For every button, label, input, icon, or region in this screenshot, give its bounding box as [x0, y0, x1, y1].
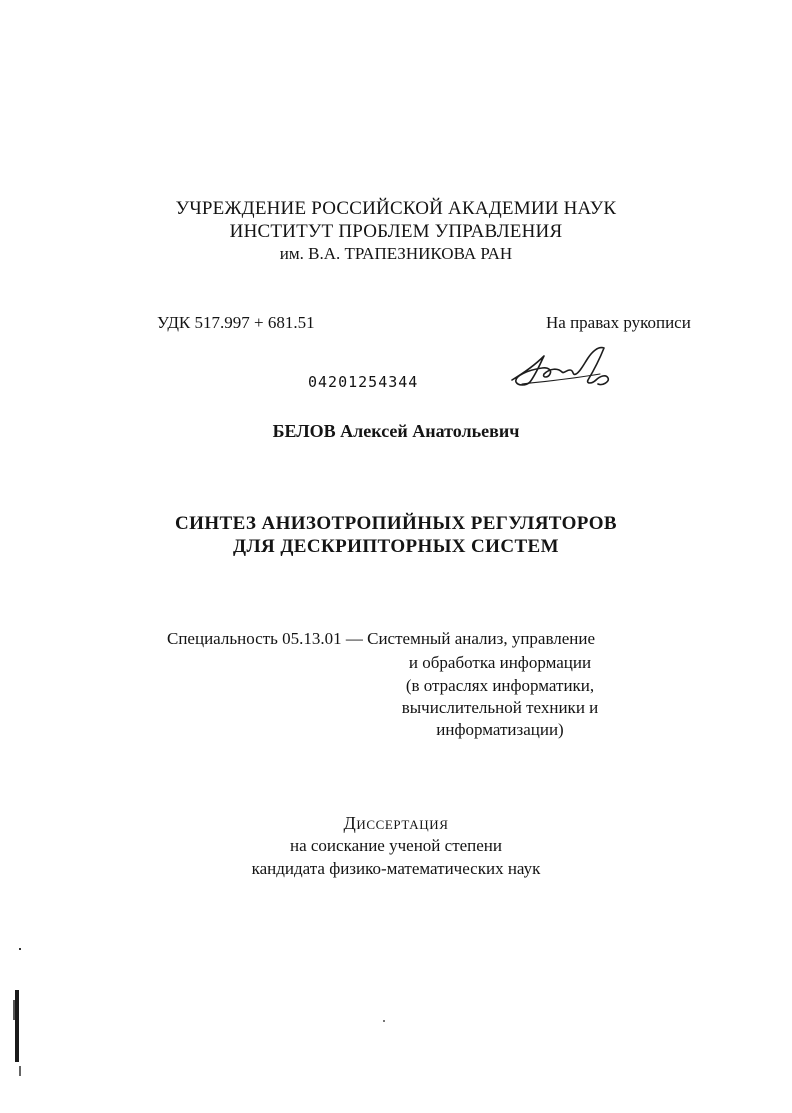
- scan-dot: [383, 1020, 385, 1022]
- scan-dot: [19, 948, 21, 950]
- specialty-line-3: (в отраслях информатики,: [405, 676, 595, 695]
- specialty-line-2: и обработка информации: [408, 653, 592, 672]
- degree-line-2: кандидата физико-математических наук: [251, 859, 541, 878]
- institution-line-2: ИНСТИТУТ ПРОБЛЕМ УПРАВЛЕНИЯ: [229, 221, 563, 242]
- specialty-line-4: вычислительной техники и: [401, 698, 599, 717]
- author-signature: [508, 344, 618, 390]
- manuscript-rights-note: На правах рукописи: [546, 313, 691, 332]
- binding-mark-edge: [13, 1000, 15, 1020]
- institution-line-3: им. В.А. ТРАПЕЗНИКОВА РАН: [279, 244, 513, 263]
- institution-line-1: УЧРЕЖДЕНИЕ РОССИЙСКОЙ АКАДЕМИИ НАУК: [175, 198, 617, 219]
- degree-line-1: на соискание ученой степени: [289, 836, 503, 855]
- thesis-title-line-2: ДЛЯ ДЕСКРИПТОРНЫХ СИСТЕМ: [233, 536, 559, 557]
- binding-mark: [15, 990, 19, 1062]
- thesis-title-line-1: СИНТЕЗ АНИЗОТРОПИЙНЫХ РЕГУЛЯТОРОВ: [175, 513, 617, 534]
- scan-dash: [19, 1066, 21, 1076]
- udk-code: УДК 517.997 + 681.51: [157, 313, 315, 332]
- author-name: БЕЛОВ Алексей Анатольевич: [272, 421, 520, 441]
- dissertation-heading: Диссертация: [343, 813, 449, 833]
- archive-number: 04201254344: [308, 373, 419, 391]
- specialty-line-5: информатизации): [436, 720, 564, 739]
- specialty-line-1: Специальность 05.13.01 — Системный анализ, управление: [167, 629, 596, 648]
